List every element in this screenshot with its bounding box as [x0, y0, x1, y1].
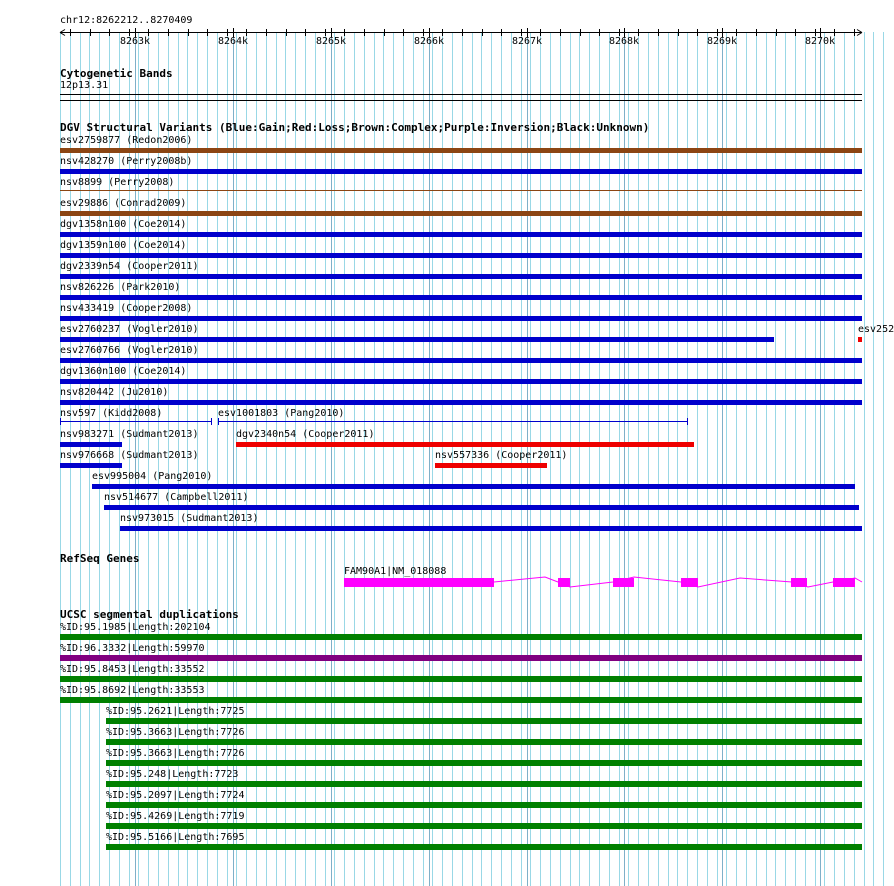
dgv-track-title: DGV Structural Variants (Blue:Gain;Red:Loss;Brown:Complex;Purple:Inversion;Black:Unknown): [60, 121, 650, 134]
ruler-tick-label: 8270k: [804, 36, 836, 47]
dgv-feature-label[interactable]: nsv826226 (Park2010): [60, 282, 181, 293]
dgv-variant-bar: [60, 232, 862, 237]
segdup-feature-label[interactable]: %ID:95.3663|Length:7726: [106, 727, 245, 738]
ruler-tick-label: 8265k: [315, 36, 347, 47]
dgv-feature-label[interactable]: dgv1360n100 (Coe2014): [60, 366, 187, 377]
segdup-feature-label[interactable]: %ID:95.1985|Length:202104: [60, 622, 211, 633]
dgv-variant-bar: [60, 253, 862, 258]
gene-exon: [791, 578, 807, 587]
dgv-feature-label[interactable]: nsv8899 (Perry2008): [60, 177, 175, 188]
dgv-variant-bar: [60, 400, 862, 405]
dgv-variant-bar: [60, 148, 862, 153]
dgv-variant-bar: [60, 442, 122, 447]
dgv-variant-bar: [60, 358, 862, 363]
segdup-feature-label[interactable]: %ID:95.2621|Length:7725: [106, 706, 245, 717]
dgv-variant-bar: [60, 169, 862, 174]
segdup-feature-label[interactable]: %ID:96.3332|Length:59970: [60, 643, 205, 654]
dgv-variant-bar: [60, 295, 862, 300]
dgv-feature-label[interactable]: esv2760766 (Vogler2010): [60, 345, 199, 356]
ruler-tick-label: 8269k: [706, 36, 738, 47]
segdup-bar: [60, 676, 862, 682]
segdup-bar: [106, 844, 862, 850]
ruler-tick-label: 8263k: [119, 36, 151, 47]
dgv-feature-label[interactable]: esv1001803 (Pang2010): [218, 408, 345, 419]
segdup-feature-label[interactable]: %ID:95.4269|Length:7719: [106, 811, 245, 822]
dgv-feature-label[interactable]: nsv514677 (Campbell2011): [104, 492, 249, 503]
cytogenetic-bands-title: Cytogenetic Bands: [60, 67, 173, 80]
dgv-variant-bar: [60, 190, 862, 191]
dgv-variant-bar: [60, 379, 862, 384]
dgv-feature-label[interactable]: nsv976668 (Sudmant2013): [60, 450, 199, 461]
gene-exon: [344, 578, 494, 587]
dgv-feature-label[interactable]: esv29886 (Conrad2009): [60, 198, 187, 209]
dgv-feature-label[interactable]: nsv597 (Kidd2008): [60, 408, 163, 419]
dgv-feature-label[interactable]: nsv557336 (Cooper2011): [435, 450, 568, 461]
dgv-feature-label[interactable]: esv995004 (Pang2010): [92, 471, 213, 482]
ruler-tick-label: 8267k: [511, 36, 543, 47]
segdup-feature-label[interactable]: %ID:95.8692|Length:33553: [60, 685, 205, 696]
dgv-variant-bar: [60, 463, 122, 468]
dgv-variant-bar: [60, 337, 774, 342]
segdup-feature-label[interactable]: %ID:95.5166|Length:7695: [106, 832, 245, 843]
dgv-feature-label[interactable]: nsv973015 (Sudmant2013): [120, 513, 259, 524]
dgv-feature-label[interactable]: nsv983271 (Sudmant2013): [60, 429, 199, 440]
segdup-bar: [106, 760, 862, 766]
segdup-feature-label[interactable]: %ID:95.8453|Length:33552: [60, 664, 205, 675]
cytoband-label[interactable]: 12p13.31: [60, 80, 109, 91]
dgv-feature-label[interactable]: esv2760237 (Vogler2010): [60, 324, 199, 335]
dgv-variant-bar: [104, 505, 859, 510]
gene-exon: [681, 578, 698, 587]
dgv-variant-bar: [60, 274, 862, 279]
dgv-variant-bar: [120, 526, 862, 531]
segdup-bar: [60, 655, 862, 661]
dgv-variant-bar: [236, 442, 694, 447]
segdup-bar: [106, 781, 862, 787]
dgv-variant-bar: [60, 211, 862, 216]
segdup-bar: [106, 739, 862, 745]
segdup-feature-label[interactable]: %ID:95.3663|Length:7726: [106, 748, 245, 759]
refseq-track-title: RefSeq Genes: [60, 552, 140, 565]
dgv-feature-label[interactable]: dgv2339n54 (Cooper2011): [60, 261, 199, 272]
segdup-bar: [60, 634, 862, 640]
segdup-bar: [106, 802, 862, 808]
segdup-bar: [106, 823, 862, 829]
dgv-variant-bar: [92, 484, 855, 489]
dgv-feature-label[interactable]: nsv433419 (Cooper2008): [60, 303, 193, 314]
segdup-feature-label[interactable]: %ID:95.2097|Length:7724: [106, 790, 245, 801]
dgv-feature-label[interactable]: esv252: [858, 324, 894, 335]
dgv-feature-label[interactable]: esv2759877 (Redon2006): [60, 135, 193, 146]
gene-exon: [558, 578, 570, 587]
gene-label[interactable]: FAM90A1|NM_018088: [344, 566, 447, 577]
ruler-tick-label: 8266k: [413, 36, 445, 47]
gene-exon: [833, 578, 855, 587]
ruler-tick-label: 8268k: [608, 36, 640, 47]
ruler-tick-label: 8264k: [217, 36, 249, 47]
dgv-feature-label[interactable]: dgv1359n100 (Coe2014): [60, 240, 187, 251]
dgv-feature-label[interactable]: dgv2340n54 (Cooper2011): [236, 429, 375, 440]
dgv-feature-label[interactable]: dgv1358n100 (Coe2014): [60, 219, 187, 230]
dgv-feature-label[interactable]: nsv428270 (Perry2008b): [60, 156, 193, 167]
segdup-bar: [60, 697, 862, 703]
segdup-feature-label[interactable]: %ID:95.248|Length:7723: [106, 769, 239, 780]
segdup-bar: [106, 718, 862, 724]
gene-exon: [613, 578, 634, 587]
segdup-track-title: UCSC segmental duplications: [60, 608, 239, 621]
dgv-variant-bar: [435, 463, 547, 468]
dgv-variant-bar: [60, 316, 862, 321]
dgv-variant-bar: [858, 337, 862, 342]
locus-label: chr12:8262212..8270409: [60, 15, 193, 26]
dgv-feature-label[interactable]: nsv820442 (Ju2010): [60, 387, 169, 398]
